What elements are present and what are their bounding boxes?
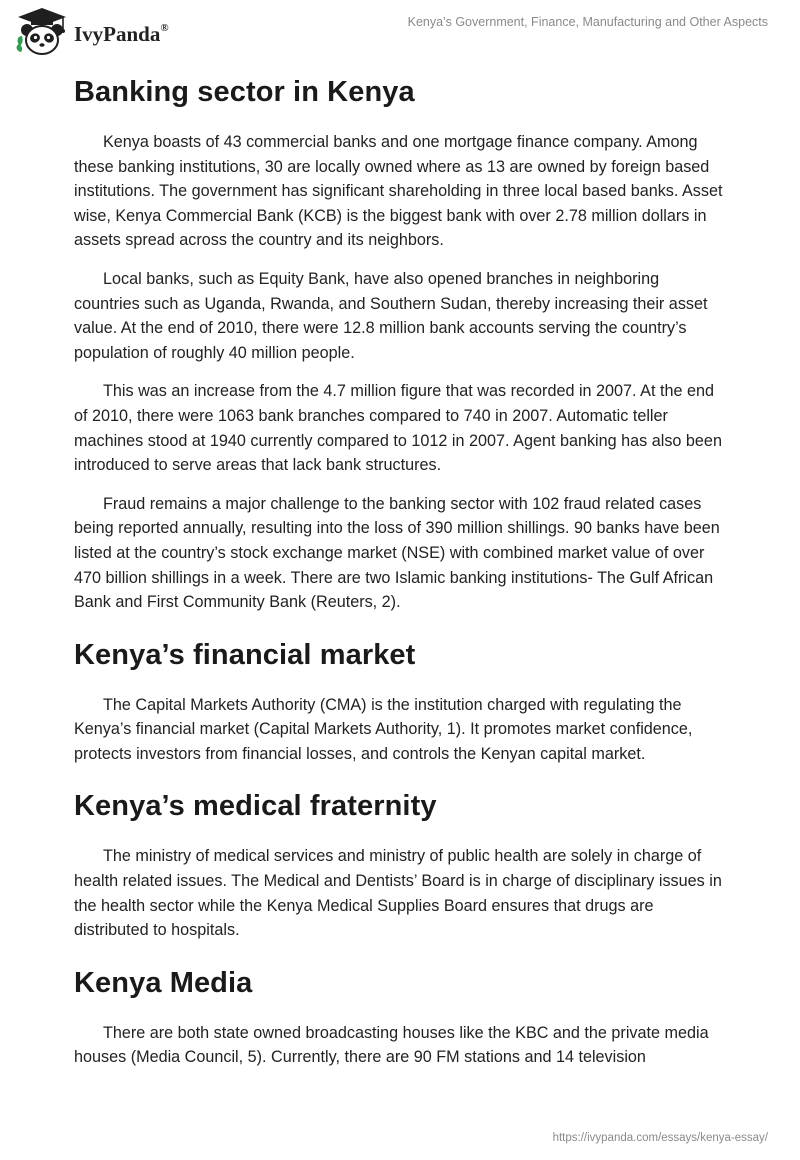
paragraph: Local banks, such as Equity Bank, have also opened branches in neighboring countries such as Uganda, Rwanda, and Southern Sudan, thereby increasing their asset value. At the end of 2010, there were 12.8 million bank accounts serving the country’s population of roughly 40 million people.: [74, 269, 708, 362]
source-url[interactable]: https://ivypanda.com/essays/kenya-essay/: [552, 1132, 768, 1144]
section-heading: Kenya’s medical fraternity: [74, 790, 437, 823]
registered-mark: ®: [160, 21, 169, 34]
paragraph: There are both state owned broadcasting houses like the KBC and the private media houses (Media Council, 5). Currently, there are 90 FM stations and 14 television: [74, 1023, 709, 1067]
section-heading: Kenya Media: [74, 966, 253, 999]
page-header: [0, 0, 800, 60]
section-banking: [74, 70, 726, 615]
paragraph: Fraud remains a major challenge to the banking sector with 102 fraud related cases being reported annually, resulting into the loss of 390 million shillings. 90 banks have been listed at the country’s stock exchange market (NSE) with combined market value of over 470 billion shillings in a week. There are two Islamic banking institutions- The Gulf African Bank and First Community Bank (Reuters, 2).: [74, 494, 720, 612]
brand-name: [74, 22, 169, 47]
article-body: [74, 70, 726, 1088]
section-heading: Banking sector in Kenya: [74, 76, 415, 108]
document-title: Kenya’s Government, Finance, Manufacturing and Other Aspects: [407, 15, 768, 29]
paragraph: The Capital Markets Authority (CMA) is the institution charged with regulating the Kenya’s financial market (Capital Markets Authority, 1). It promotes market confidence, protects investors from financial losses, and controls the Kenyan capital market.: [74, 695, 693, 763]
panda-graduate-icon: [14, 6, 70, 58]
section-heading: Kenya’s financial market: [74, 638, 416, 671]
paragraph: This was an increase from the 4.7 million figure that was recorded in 2007. At the end of 2010, there were 1063 bank branches compared to 740 in 2007. Automatic teller machines stood at 1940 currently compared to 1012 in 2007. Agent banking has also been introduced to serve areas that lack bank structures.: [74, 382, 722, 475]
section-financial-market: [74, 633, 726, 767]
brand-name-text: IvyPanda: [74, 21, 161, 46]
paragraph: Kenya boasts of 43 commercial banks and one mortgage finance company. Among these banking institutions, 30 are locally owned where as 13 are owned by foreign based institutions. The government has significant shareholding in three local based banks. Asset wise, Kenya Commercial Bank (KCB) is the biggest bank with over 2.78 million dollars in assets spread across the country and its neighbors.: [74, 133, 723, 250]
section-media: [74, 961, 726, 1070]
paragraph: The ministry of medical services and ministry of public health are solely in charge of health related issues. The Medical and Dentists’ Board is in charge of disciplinary issues in the health sector while the Kenya Medical Supplies Board ensures that drugs are distributed to hospitals.: [74, 847, 722, 940]
section-medical: [74, 784, 726, 942]
ivypanda-logo[interactable]: [14, 6, 169, 58]
